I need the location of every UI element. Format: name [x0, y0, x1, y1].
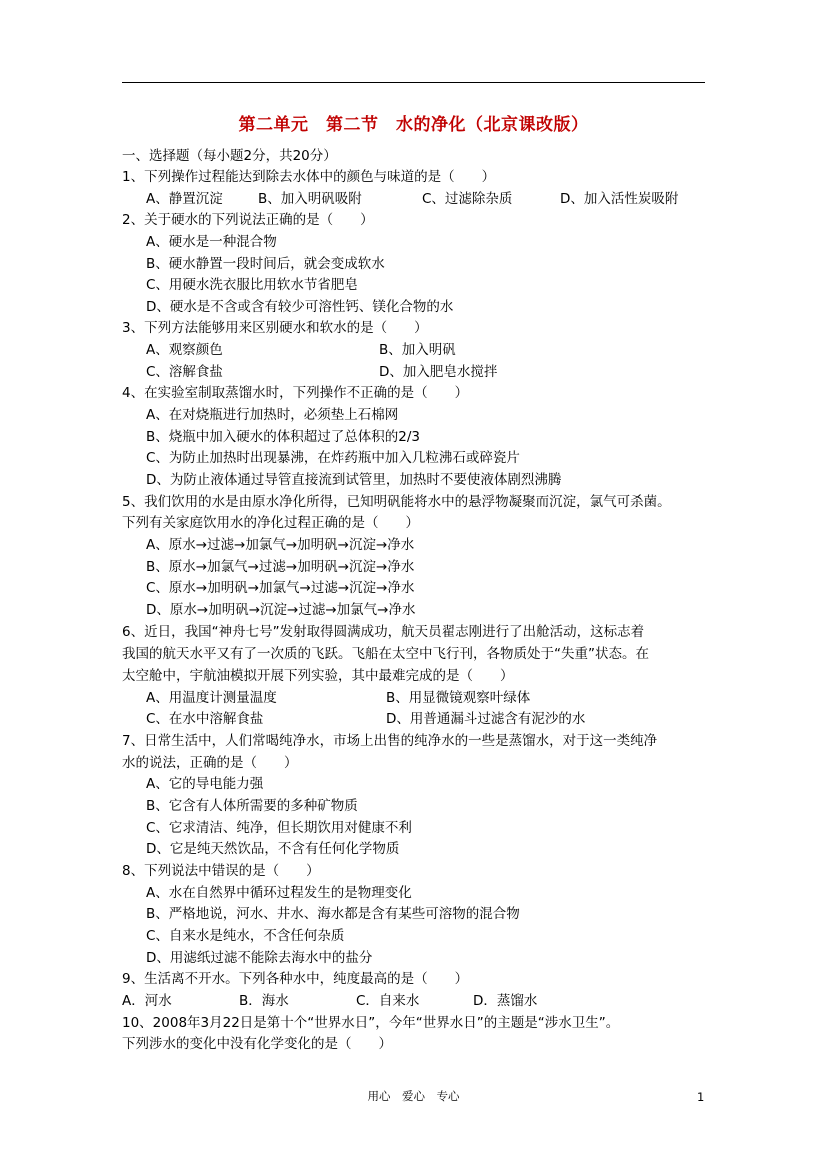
question-4-stem: 4、在实验室制取蒸馏水时，下列操作不正确的是（ ） — [122, 385, 469, 401]
question-7-option-c: C、它求清洁、纯净，但长期饮用对健康不利 — [146, 820, 412, 836]
question-3-option-c: C、溶解食盐 — [146, 364, 223, 380]
page-title: 第二单元 第二节 水的净化（北京课改版） — [238, 115, 589, 135]
question-9-option-d: D．蒸馏水 — [473, 993, 538, 1009]
question-6-stem-line-1: 6、近日，我国“神舟七号”发射取得圆满成功，航天员翟志刚进行了出舱活动，这标志着 — [122, 624, 645, 640]
question-7-option-a: A、它的导电能力强 — [146, 776, 264, 792]
question-2-option-a: A、硬水是一种混合物 — [146, 234, 277, 250]
question-8-option-c: C、自来水是纯水，不含任何杂质 — [146, 928, 345, 944]
question-5-option-c: C、原水→加明矾→加氯气→过滤→沉淀→净水 — [146, 580, 415, 596]
question-4-option-a: A、在对烧瓶进行加热时，必须垫上石棉网 — [146, 407, 399, 423]
question-6-stem-line-2: 我国的航天水平又有了一次质的飞跃。飞船在太空中飞行刊，各物质处于“失重”状态。在 — [122, 646, 649, 662]
question-3-option-d: D、加入肥皂水搅拌 — [379, 364, 498, 380]
question-5-stem-line-2: 下列有关家庭饮用水的净化过程正确的是（ ） — [122, 515, 419, 531]
question-1-option-b: B、加入明矾吸附 — [258, 191, 362, 207]
question-1-option-a: A、静置沉淀 — [146, 191, 223, 207]
header-rule — [122, 82, 705, 83]
question-5-stem-line-1: 5、我们饮用的水是由原水净化所得，已知明矾能将水中的悬浮物凝聚而沉淀，氯气可杀菌。 — [122, 494, 671, 510]
question-7-stem-line-2: 水的说法，正确的是（ ） — [122, 755, 298, 771]
question-10-stem-line-2: 下列涉水的变化中没有化学变化的是（ ） — [122, 1036, 392, 1052]
question-1-option-c: C、过滤除杂质 — [422, 191, 513, 207]
question-1-option-d: D、加入活性炭吸附 — [560, 191, 679, 207]
question-2-option-d: D、硬水是不含或含有较少可溶性钙、镁化合物的水 — [146, 299, 454, 315]
question-10-stem-line-1: 10、2008年3月22日是第十个“世界水日”，今年“世界水日”的主题是“涉水卫生”。 — [122, 1015, 620, 1031]
section-heading: 一、选择题（每小题2分，共20分） — [122, 148, 337, 164]
page-footer: 用心 爱心 专心 — [367, 1089, 460, 1103]
question-2-option-b: B、硬水静置一段时间后，就会变成软水 — [146, 256, 385, 272]
question-6-option-c: C、在水中溶解食盐 — [146, 711, 264, 727]
question-6-option-a: A、用温度计测量温度 — [146, 690, 277, 706]
question-5-option-a: A、原水→过滤→加氯气→加明矾→沉淀→净水 — [146, 537, 415, 553]
question-7-stem-line-1: 7、日常生活中，人们常喝纯净水，市场上出售的纯净水的一些是蒸馏水，对于这一类纯净 — [122, 733, 658, 749]
question-9-option-a: A．河水 — [122, 993, 172, 1009]
question-3-stem: 3、下列方法能够用来区别硬水和软水的是（ ） — [122, 320, 428, 336]
page-number: 1 — [697, 1090, 705, 1104]
question-6-option-b: B、用显微镜观察叶绿体 — [386, 690, 531, 706]
question-7-option-b: B、它含有人体所需要的多种矿物质 — [146, 798, 358, 814]
question-8-option-d: D、用滤纸过滤不能除去海水中的盐分 — [146, 950, 373, 966]
question-3-option-a: A、观察颜色 — [146, 342, 223, 358]
question-2-stem: 2、关于硬水的下列说法正确的是（ ） — [122, 212, 374, 228]
question-4-option-b: B、烧瓶中加入硬水的体积超过了总体积的2/3 — [146, 429, 420, 445]
question-9-option-b: B．海水 — [239, 993, 289, 1009]
question-8-option-a: A、水在自然界中循环过程发生的是物理变化 — [146, 885, 412, 901]
question-6-stem-line-3: 太空舱中，宇航油模拟开展下列实验，其中最难完成的是（ ） — [122, 668, 514, 684]
question-6-option-d: D、用普通漏斗过滤含有泥沙的水 — [386, 711, 586, 727]
question-3-option-b: B、加入明矾 — [379, 342, 456, 358]
question-2-option-c: C、用硬水洗衣服比用软水节省肥皂 — [146, 277, 358, 293]
question-8-option-b: B、严格地说，河水、井水、海水都是含有某些可溶物的混合物 — [146, 906, 520, 922]
question-9-stem: 9、生活离不开水。下列各种水中，纯度最高的是（ ） — [122, 971, 469, 987]
question-5-option-b: B、原水→加氯气→过滤→加明矾→沉淀→净水 — [146, 559, 415, 575]
question-9-option-c: C．自来水 — [356, 993, 420, 1009]
question-4-option-c: C、为防止加热时出现暴沸，在炸药瓶中加入几粒沸石或碎瓷片 — [146, 450, 520, 466]
question-7-option-d: D、它是纯天然饮品，不含有任何化学物质 — [146, 841, 400, 857]
question-5-option-d: D、原水→加明矾→沉淀→过滤→加氯气→净水 — [146, 602, 416, 618]
question-1-stem: 1、下列操作过程能达到除去水体中的颜色与味道的是（ ） — [122, 169, 496, 185]
question-4-option-d: D、为防止液体通过导管直接流到试管里，加热时不要使液体剧烈沸腾 — [146, 472, 562, 488]
question-8-stem: 8、下列说法中错误的是（ ） — [122, 863, 320, 879]
